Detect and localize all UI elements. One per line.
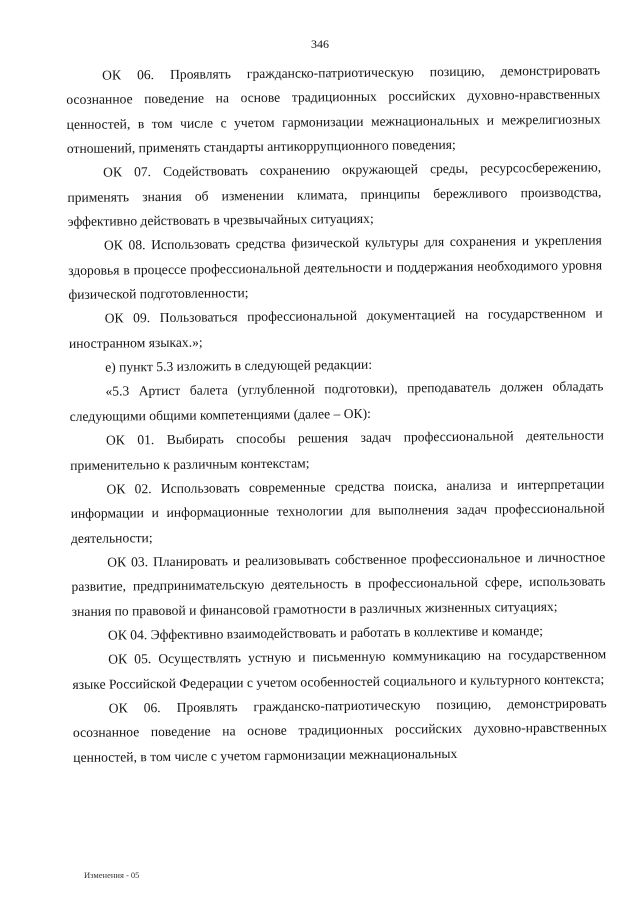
paragraph-ok01: ОК 01. Выбирать способы решения задач профессиональной деятельности применительно к различным контекстам;: [70, 427, 604, 473]
paragraph-ok04: ОК 04. Эффективно взаимодействовать и работать в коллективе и команде;: [107, 622, 544, 643]
footer-note: Изменения - 05: [84, 870, 140, 880]
paragraph-ok09: ОК 09. Пользоваться профессиональной документацией на государственном и иностранном языках.»;: [68, 305, 603, 351]
paragraph-ok07: ОК 07. Содействовать сохранению окружающей среды, ресурсосбережению, применять знания об изменении климата, принципы бережливого производства, эффективно действовать в чрезвычайных ситуациях;: [67, 159, 602, 230]
page-number: 346: [311, 37, 329, 51]
paragraph-ok06-repeat: ОК 06. Проявлять гражданско-патриотическую позицию, демонстрировать осознанное поведение на основе традиционных российских духовно-нравственных ценностей, в том числе с учетом гармонизации межнациональных: [72, 695, 608, 765]
paragraph-item-e: е) пункт 5.3 изложить в следующей редакции:: [105, 356, 373, 375]
paragraph-5-3-intro: «5.3 Артист балета (углубленной подготовки), преподаватель должен обладать следующими общими компетенциями (далее – ОК):: [69, 378, 604, 424]
paragraph-ok06: ОК 06. Проявлять гражданско-патриотическую позицию, демонстрировать осознанное поведение на основе традиционных российских духовно-нравственных ценностей, в том числе с учетом гармонизации межнациональных и межрелигиозных отношений, применять стандарты антикоррупционного поведения;: [66, 62, 601, 157]
document-body: [66, 58, 607, 770]
paragraph-ok08: ОК 08. Использовать средства физической культуры для сохранения и укрепления здоровья в процессе профессиональной деятельности и поддержания необходимого уровня физической подготовленности;: [68, 232, 603, 303]
paragraph-ok03: ОК 03. Планировать и реализовывать собственное профессиональное и личностное развитие, предпринимательскую деятельность в профессиональной сфере, использовать знания по правовой и финансовой грамотности в различных жизненных ситуациях;: [71, 549, 606, 619]
paragraph-ok05: ОК 05. Осуществлять устную и письменную коммуникацию на государственном языке Российской Федерации с учетом особенностей социального и культурного контекста;: [72, 646, 607, 692]
paragraph-ok02: ОК 02. Использовать современные средства поиска, анализа и интерпретации информации и информационные технологии для выполнения задач профессиональной деятельности;: [70, 476, 605, 546]
